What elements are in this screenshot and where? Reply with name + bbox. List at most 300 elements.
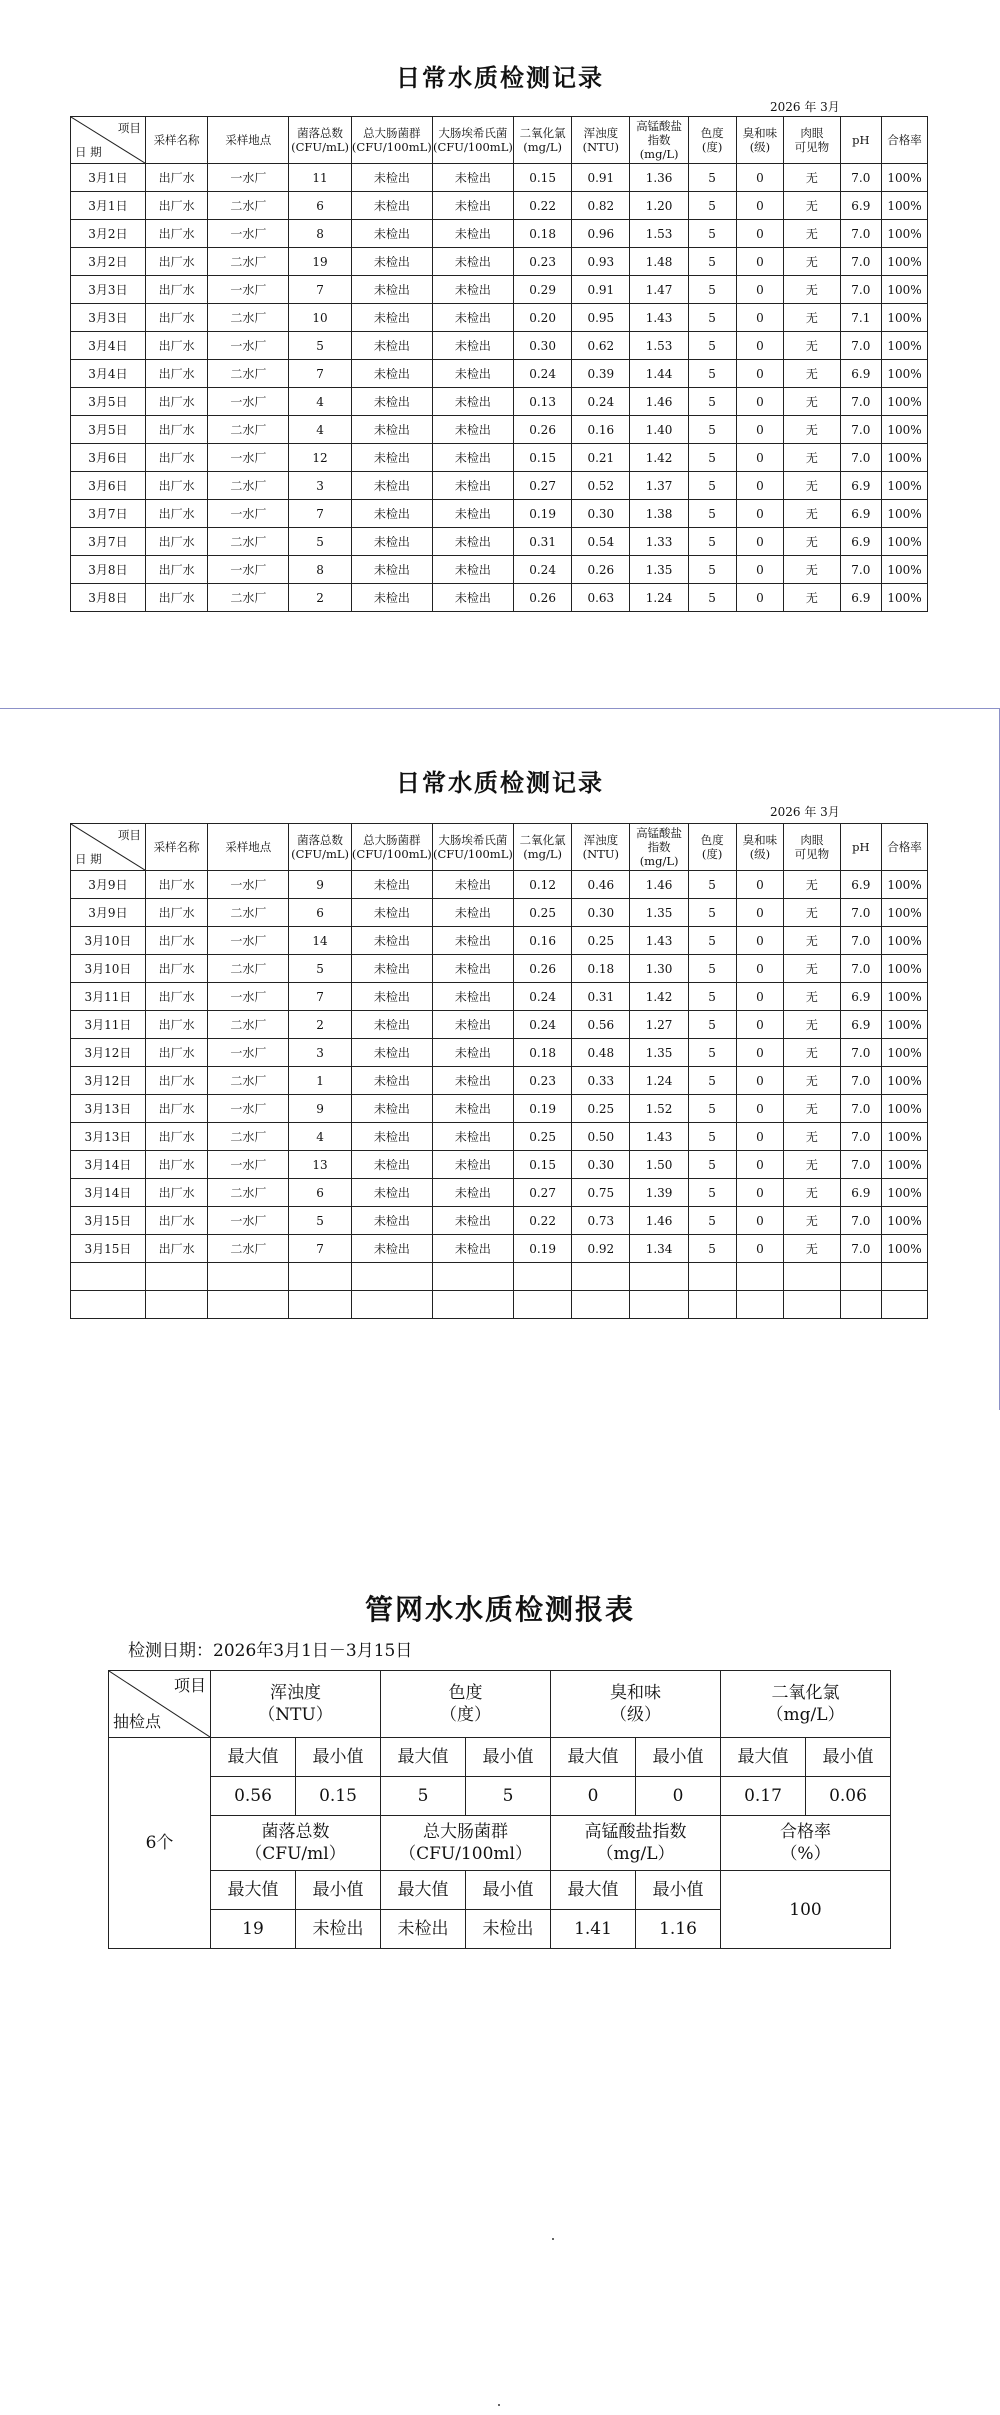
cell-e-coli: 未检出 [432, 220, 513, 248]
cell-ph: 7.0 [840, 276, 882, 304]
cell-odor: 0 [736, 1123, 784, 1151]
cell-sample-site: 二水厂 [208, 1235, 289, 1263]
cell-sample-site [208, 1263, 289, 1291]
corner-cell [109, 1671, 211, 1738]
cell-turbidity: 0.91 [572, 276, 630, 304]
header-turbidity: 浑浊度 (NTU) [572, 117, 630, 164]
cell-ph: 7.0 [840, 556, 882, 584]
cell-sample-name: 出厂水 [145, 1151, 207, 1179]
table-row [71, 500, 928, 528]
cell-odor: 0 [736, 332, 784, 360]
cell-sample-name: 出厂水 [145, 192, 207, 220]
cell-colony-count: 4 [289, 416, 351, 444]
cell-pass-rate: 100% [882, 1235, 928, 1263]
cell-color: 5 [688, 1067, 736, 1095]
cell-sample-name: 出厂水 [145, 899, 207, 927]
cell-turbidity: 0.92 [572, 1235, 630, 1263]
table-row [71, 1207, 928, 1235]
min-label: 最小值 [296, 1871, 381, 1910]
cell-visible-matter: 无 [784, 1067, 840, 1095]
turbidity-min: 0.15 [296, 1777, 381, 1816]
cell-colony-count [289, 1263, 351, 1291]
min-label: 最小值 [296, 1738, 381, 1777]
cell-color: 5 [688, 584, 736, 612]
header-pass-rate: 合格率 （%） [721, 1816, 891, 1871]
cell-pass-rate: 100% [882, 556, 928, 584]
cell-color: 5 [688, 1151, 736, 1179]
cell-chlorine-dioxide: 0.19 [513, 1095, 571, 1123]
cell-sample-site: 二水厂 [208, 1179, 289, 1207]
cell-e-coli: 未检出 [432, 304, 513, 332]
cell-sample-site: 二水厂 [208, 528, 289, 556]
cell-chlorine-dioxide: 0.24 [513, 556, 571, 584]
cell-colony-count: 6 [289, 1179, 351, 1207]
cell-visible-matter: 无 [784, 1179, 840, 1207]
cell-permanganate-index: 1.44 [630, 360, 688, 388]
cell-chlorine-dioxide: 0.25 [513, 1123, 571, 1151]
odor-max: 0 [551, 1777, 636, 1816]
cell-total-coliform: 未检出 [351, 1207, 432, 1235]
table-row [71, 304, 928, 332]
header-colony-count: 菌落总数 (CFU/mL) [289, 117, 351, 164]
table-row [71, 444, 928, 472]
chlorine-dioxide-min: 0.06 [806, 1777, 891, 1816]
cell-visible-matter: 无 [784, 248, 840, 276]
cell-odor: 0 [736, 416, 784, 444]
cell-chlorine-dioxide: 0.12 [513, 871, 571, 899]
cell-visible-matter: 无 [784, 444, 840, 472]
cell-permanganate-index: 1.20 [630, 192, 688, 220]
cell-pass-rate: 100% [882, 164, 928, 192]
header-visible-matter: 肉眼 可见物 [784, 117, 840, 164]
max-label: 最大值 [381, 1738, 466, 1777]
cell-date: 3月7日 [71, 500, 146, 528]
cell-e-coli: 未检出 [432, 528, 513, 556]
cell-odor: 0 [736, 192, 784, 220]
cell-pass-rate: 100% [882, 192, 928, 220]
cell-date [71, 1263, 146, 1291]
cell-date: 3月4日 [71, 360, 146, 388]
cell-date: 3月15日 [71, 1207, 146, 1235]
table-row [71, 360, 928, 388]
cell-visible-matter: 无 [784, 1235, 840, 1263]
cell-sample-name: 出厂水 [145, 556, 207, 584]
cell-permanganate-index: 1.46 [630, 871, 688, 899]
cell-total-coliform: 未检出 [351, 1067, 432, 1095]
cell-e-coli: 未检出 [432, 871, 513, 899]
cell-ph: 6.9 [840, 500, 882, 528]
cell-colony-count: 3 [289, 472, 351, 500]
cell-color: 5 [688, 1039, 736, 1067]
cell-permanganate-index: 1.53 [630, 332, 688, 360]
cell-odor: 0 [736, 1067, 784, 1095]
cell-e-coli: 未检出 [432, 500, 513, 528]
cell-pass-rate: 100% [882, 983, 928, 1011]
cell-sample-site: 一水厂 [208, 388, 289, 416]
cell-date: 3月14日 [71, 1151, 146, 1179]
cell-sample-name: 出厂水 [145, 360, 207, 388]
cell-turbidity: 0.48 [572, 1039, 630, 1067]
colony-count-min: 未检出 [296, 1910, 381, 1949]
cell-date: 3月13日 [71, 1095, 146, 1123]
cell-odor: 0 [736, 472, 784, 500]
permanganate-index-min: 1.16 [636, 1910, 721, 1949]
cell-colony-count: 19 [289, 248, 351, 276]
cell-turbidity: 0.62 [572, 332, 630, 360]
cell-e-coli: 未检出 [432, 899, 513, 927]
cell-chlorine-dioxide: 0.22 [513, 192, 571, 220]
cell-pass-rate [882, 1263, 928, 1291]
cell-color: 5 [688, 1095, 736, 1123]
cell-pass-rate: 100% [882, 955, 928, 983]
cell-visible-matter [784, 1263, 840, 1291]
cell-chlorine-dioxide: 0.23 [513, 1067, 571, 1095]
cell-odor: 0 [736, 927, 784, 955]
cell-visible-matter: 无 [784, 220, 840, 248]
table-row [71, 1151, 928, 1179]
cell-ph: 6.9 [840, 871, 882, 899]
min-label: 最小值 [466, 1738, 551, 1777]
cell-visible-matter: 无 [784, 871, 840, 899]
cell-visible-matter: 无 [784, 927, 840, 955]
cell-ph [840, 1291, 882, 1319]
cell-sample-name: 出厂水 [145, 871, 207, 899]
cell-pass-rate: 100% [882, 528, 928, 556]
cell-odor: 0 [736, 1207, 784, 1235]
max-label: 最大值 [211, 1738, 296, 1777]
cell-color: 5 [688, 871, 736, 899]
cell-turbidity: 0.24 [572, 388, 630, 416]
cell-colony-count: 13 [289, 1151, 351, 1179]
cell-date [71, 1291, 146, 1319]
color-min: 5 [466, 1777, 551, 1816]
sheet-title: 日常水质检测记录 [396, 769, 604, 797]
max-label: 最大值 [211, 1871, 296, 1910]
cell-turbidity: 0.50 [572, 1123, 630, 1151]
cell-visible-matter: 无 [784, 388, 840, 416]
cell-e-coli [432, 1263, 513, 1291]
cell-sample-name [145, 1291, 207, 1319]
cell-colony-count: 4 [289, 1123, 351, 1151]
table-row [71, 248, 928, 276]
cell-total-coliform: 未检出 [351, 1235, 432, 1263]
cell-total-coliform: 未检出 [351, 248, 432, 276]
sheet-title: 日常水质检测记录 [396, 64, 604, 92]
cell-visible-matter: 无 [784, 1039, 840, 1067]
header-turbidity: 浑浊度 （NTU） [211, 1671, 381, 1738]
cell-total-coliform: 未检出 [351, 871, 432, 899]
cell-date: 3月2日 [71, 220, 146, 248]
cell-color: 5 [688, 556, 736, 584]
header-pass-rate: 合格率 [882, 824, 928, 871]
cell-colony-count: 2 [289, 584, 351, 612]
cell-date: 3月11日 [71, 1011, 146, 1039]
cell-e-coli: 未检出 [432, 360, 513, 388]
cell-turbidity: 0.31 [572, 983, 630, 1011]
cell-odor: 0 [736, 1235, 784, 1263]
corner-cell [71, 117, 146, 164]
table-row [71, 1263, 928, 1291]
cell-total-coliform: 未检出 [351, 444, 432, 472]
cell-date: 3月6日 [71, 444, 146, 472]
cell-sample-name: 出厂水 [145, 1011, 207, 1039]
cell-ph: 7.0 [840, 1067, 882, 1095]
cell-visible-matter: 无 [784, 360, 840, 388]
cell-chlorine-dioxide: 0.27 [513, 472, 571, 500]
cell-date: 3月11日 [71, 983, 146, 1011]
cell-sample-site: 一水厂 [208, 444, 289, 472]
cell-date: 3月14日 [71, 1179, 146, 1207]
cell-sample-site: 二水厂 [208, 1123, 289, 1151]
cell-sample-name: 出厂水 [145, 1207, 207, 1235]
cell-pass-rate: 100% [882, 1123, 928, 1151]
cell-chlorine-dioxide: 0.19 [513, 1235, 571, 1263]
daily-record-sheet-1 [0, 0, 1000, 680]
cell-ph [840, 1263, 882, 1291]
cell-sample-name: 出厂水 [145, 1123, 207, 1151]
cell-color: 5 [688, 248, 736, 276]
header-total-coliform: 总大肠菌群 (CFU/100mL) [351, 824, 432, 871]
table-row [71, 1235, 928, 1263]
cell-permanganate-index: 1.37 [630, 472, 688, 500]
table-row [71, 332, 928, 360]
cell-permanganate-index: 1.42 [630, 444, 688, 472]
cell-permanganate-index: 1.35 [630, 1039, 688, 1067]
cell-turbidity [572, 1263, 630, 1291]
cell-sample-name: 出厂水 [145, 248, 207, 276]
header-e-coli: 大肠埃希氏菌 (CFU/100mL) [432, 824, 513, 871]
cell-turbidity [572, 1291, 630, 1319]
cell-date: 3月6日 [71, 472, 146, 500]
cell-odor: 0 [736, 955, 784, 983]
cell-date: 3月15日 [71, 1235, 146, 1263]
cell-odor: 0 [736, 220, 784, 248]
cell-sample-site: 二水厂 [208, 472, 289, 500]
cell-permanganate-index: 1.46 [630, 1207, 688, 1235]
cell-colony-count: 9 [289, 871, 351, 899]
header-permanganate-index: 高锰酸盐 指数 (mg/L) [630, 117, 688, 164]
table-row [71, 276, 928, 304]
cell-chlorine-dioxide: 0.26 [513, 955, 571, 983]
cell-ph: 7.0 [840, 1039, 882, 1067]
cell-ph: 6.9 [840, 1179, 882, 1207]
cell-turbidity: 0.46 [572, 871, 630, 899]
cell-permanganate-index: 1.48 [630, 248, 688, 276]
daily-record-sheet-2 [0, 708, 1000, 1410]
cell-turbidity: 0.73 [572, 1207, 630, 1235]
cell-color: 5 [688, 472, 736, 500]
cell-colony-count: 7 [289, 276, 351, 304]
cell-odor: 0 [736, 304, 784, 332]
total-coliform-min: 未检出 [466, 1910, 551, 1949]
cell-pass-rate: 100% [882, 416, 928, 444]
cell-color: 5 [688, 899, 736, 927]
cell-date: 3月12日 [71, 1039, 146, 1067]
cell-turbidity: 0.96 [572, 220, 630, 248]
cell-ph: 7.0 [840, 955, 882, 983]
cell-chlorine-dioxide [513, 1291, 571, 1319]
cell-color: 5 [688, 304, 736, 332]
cell-color: 5 [688, 164, 736, 192]
cell-pass-rate: 100% [882, 360, 928, 388]
cell-total-coliform: 未检出 [351, 1011, 432, 1039]
table-row [71, 472, 928, 500]
cell-visible-matter: 无 [784, 584, 840, 612]
cell-colony-count: 9 [289, 1095, 351, 1123]
cell-sample-name: 出厂水 [145, 1095, 207, 1123]
cell-permanganate-index: 1.24 [630, 584, 688, 612]
cell-sample-name: 出厂水 [145, 276, 207, 304]
cell-color [688, 1291, 736, 1319]
cell-color: 5 [688, 983, 736, 1011]
cell-e-coli: 未检出 [432, 983, 513, 1011]
cell-chlorine-dioxide: 0.22 [513, 1207, 571, 1235]
cell-chlorine-dioxide: 0.25 [513, 899, 571, 927]
cell-sample-site: 一水厂 [208, 556, 289, 584]
cell-sample-site: 二水厂 [208, 1011, 289, 1039]
cell-permanganate-index: 1.50 [630, 1151, 688, 1179]
cell-sample-site: 一水厂 [208, 1095, 289, 1123]
cell-date: 3月1日 [71, 164, 146, 192]
cell-turbidity: 0.54 [572, 528, 630, 556]
cell-colony-count: 14 [289, 927, 351, 955]
cell-pass-rate: 100% [882, 276, 928, 304]
cell-visible-matter: 无 [784, 332, 840, 360]
cell-permanganate-index: 1.53 [630, 220, 688, 248]
cell-odor [736, 1263, 784, 1291]
cell-total-coliform: 未检出 [351, 276, 432, 304]
cell-permanganate-index: 1.35 [630, 899, 688, 927]
cell-color: 5 [688, 1011, 736, 1039]
cell-sample-site: 二水厂 [208, 304, 289, 332]
cell-date: 3月5日 [71, 416, 146, 444]
cell-permanganate-index: 1.34 [630, 1235, 688, 1263]
cell-e-coli: 未检出 [432, 388, 513, 416]
cell-total-coliform: 未检出 [351, 1179, 432, 1207]
cell-date: 3月13日 [71, 1123, 146, 1151]
turbidity-max: 0.56 [211, 1777, 296, 1816]
scan-speck [552, 2238, 554, 2240]
cell-visible-matter: 无 [784, 304, 840, 332]
daily-record-table [70, 823, 928, 1319]
cell-total-coliform [351, 1263, 432, 1291]
cell-visible-matter: 无 [784, 955, 840, 983]
cell-color: 5 [688, 955, 736, 983]
cell-e-coli: 未检出 [432, 1179, 513, 1207]
cell-permanganate-index: 1.39 [630, 1179, 688, 1207]
cell-pass-rate: 100% [882, 1067, 928, 1095]
cell-visible-matter: 无 [784, 276, 840, 304]
cell-chlorine-dioxide: 0.16 [513, 927, 571, 955]
cell-color: 5 [688, 332, 736, 360]
cell-visible-matter: 无 [784, 500, 840, 528]
cell-colony-count: 7 [289, 1235, 351, 1263]
cell-e-coli: 未检出 [432, 1011, 513, 1039]
header-ph: pH [840, 117, 882, 164]
cell-turbidity: 0.21 [572, 444, 630, 472]
cell-sample-name: 出厂水 [145, 304, 207, 332]
cell-sample-name: 出厂水 [145, 444, 207, 472]
cell-ph: 7.0 [840, 1235, 882, 1263]
cell-turbidity: 0.56 [572, 1011, 630, 1039]
cell-ph: 6.9 [840, 192, 882, 220]
cell-ph: 6.9 [840, 360, 882, 388]
cell-color: 5 [688, 500, 736, 528]
cell-e-coli: 未检出 [432, 1067, 513, 1095]
cell-total-coliform: 未检出 [351, 192, 432, 220]
cell-sample-site: 一水厂 [208, 164, 289, 192]
cell-sample-site: 二水厂 [208, 192, 289, 220]
cell-permanganate-index: 1.27 [630, 1011, 688, 1039]
cell-colony-count: 6 [289, 899, 351, 927]
header-e-coli: 大肠埃希氏菌 (CFU/100mL) [432, 117, 513, 164]
header-chlorine-dioxide: 二氧化氯 (mg/L) [513, 824, 571, 871]
cell-pass-rate: 100% [882, 899, 928, 927]
cell-date: 3月5日 [71, 388, 146, 416]
cell-total-coliform: 未检出 [351, 1095, 432, 1123]
header-visible-matter: 肉眼 可见物 [784, 824, 840, 871]
cell-ph: 7.0 [840, 248, 882, 276]
cell-permanganate-index: 1.38 [630, 500, 688, 528]
cell-date: 3月3日 [71, 304, 146, 332]
cell-sample-name: 出厂水 [145, 1067, 207, 1095]
cell-total-coliform: 未检出 [351, 556, 432, 584]
header-sample-name: 采样名称 [145, 117, 207, 164]
cell-odor: 0 [736, 1011, 784, 1039]
header-permanganate-index: 高锰酸盐 指数 (mg/L) [630, 824, 688, 871]
cell-odor: 0 [736, 556, 784, 584]
report-title: 管网水水质检测报表 [364, 1593, 635, 1626]
cell-sample-site: 二水厂 [208, 955, 289, 983]
cell-ph: 6.9 [840, 472, 882, 500]
cell-chlorine-dioxide: 0.20 [513, 304, 571, 332]
cell-pass-rate: 100% [882, 1095, 928, 1123]
cell-turbidity: 0.16 [572, 416, 630, 444]
cell-sample-site: 一水厂 [208, 220, 289, 248]
cell-odor: 0 [736, 276, 784, 304]
cell-sample-name: 出厂水 [145, 388, 207, 416]
header-color: 色度 (度) [688, 824, 736, 871]
color-max: 5 [381, 1777, 466, 1816]
cell-visible-matter: 无 [784, 192, 840, 220]
cell-e-coli: 未检出 [432, 1207, 513, 1235]
cell-chlorine-dioxide: 0.23 [513, 248, 571, 276]
header-chlorine-dioxide: 二氧化氯 （mg/L） [721, 1671, 891, 1738]
cell-odor: 0 [736, 1151, 784, 1179]
cell-turbidity: 0.26 [572, 556, 630, 584]
cell-color: 5 [688, 192, 736, 220]
cell-ph: 7.0 [840, 444, 882, 472]
cell-odor: 0 [736, 1179, 784, 1207]
cell-pass-rate: 100% [882, 1011, 928, 1039]
cell-visible-matter: 无 [784, 1123, 840, 1151]
cell-e-coli: 未检出 [432, 927, 513, 955]
header-color: 色度 （度） [381, 1671, 551, 1738]
cell-total-coliform: 未检出 [351, 1123, 432, 1151]
cell-chlorine-dioxide: 0.26 [513, 416, 571, 444]
cell-colony-count: 7 [289, 500, 351, 528]
cell-sample-site: 二水厂 [208, 584, 289, 612]
chlorine-dioxide-max: 0.17 [721, 1777, 806, 1816]
cell-sample-site: 一水厂 [208, 332, 289, 360]
cell-sample-name: 出厂水 [145, 332, 207, 360]
cell-odor: 0 [736, 528, 784, 556]
cell-sample-site: 二水厂 [208, 899, 289, 927]
cell-sample-name: 出厂水 [145, 927, 207, 955]
cell-pass-rate: 100% [882, 444, 928, 472]
cell-e-coli: 未检出 [432, 444, 513, 472]
max-label: 最大值 [381, 1871, 466, 1910]
